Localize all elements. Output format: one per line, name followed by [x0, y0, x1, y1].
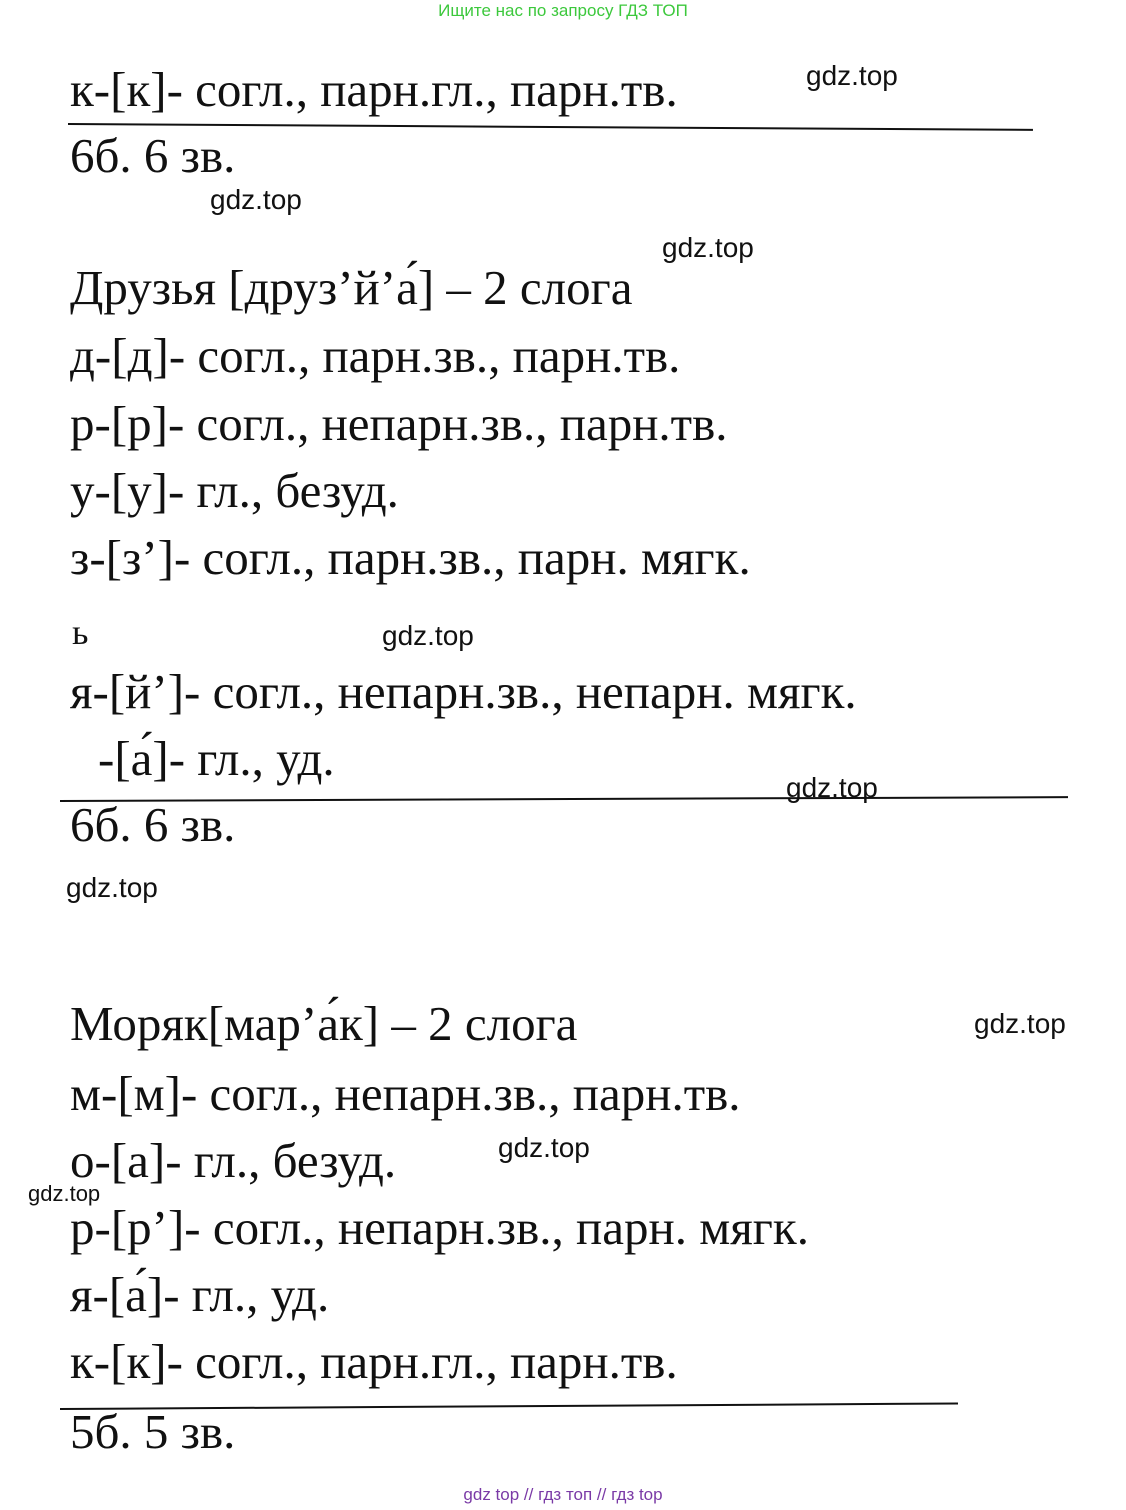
watermark-label: gdz.top: [786, 772, 878, 803]
watermark-label: gdz.top: [28, 1181, 101, 1206]
search-banner: Ищите нас по запросу ГДЗ ТОП: [438, 1, 688, 20]
moryak-header: Моряк[мар’а́к] – 2 слога: [70, 996, 578, 1051]
watermark-label: gdz.top: [210, 184, 302, 215]
moryak-line: к-[к]- согл., парн.гл., парн.тв.: [70, 1334, 678, 1389]
druzya-line: я-[й’]- согл., непарн.зв., непарн. мягк.: [70, 664, 857, 719]
druzya-line: ь: [72, 612, 89, 652]
druzya-line: з-[з’]- согл., парн.зв., парн. мягк.: [70, 530, 751, 585]
moryak-line: я-[а́]- гл., уд.: [70, 1267, 330, 1322]
watermark-label: gdz.top: [662, 232, 754, 263]
watermark-label: gdz.top: [66, 872, 158, 903]
watermark-label: gdz.top: [382, 620, 474, 651]
druzya-line: д-[д]- согл., парн.зв., парн.тв.: [70, 328, 681, 383]
moryak-line: о-[а]- гл., безуд.: [70, 1133, 397, 1188]
intro-line-k: к-[к]- согл., парн.гл., парн.тв.: [70, 62, 678, 117]
moryak-total: 5б. 5 зв.: [70, 1404, 236, 1459]
footer-watermark: gdz top // гдз топ // гдз top: [463, 1485, 663, 1504]
watermark-label: gdz.top: [806, 60, 898, 91]
watermark-label: gdz.top: [974, 1008, 1066, 1039]
intro-total: 6б. 6 зв.: [70, 128, 236, 183]
moryak-line: р-[р’]- согл., непарн.зв., парн. мягк.: [70, 1200, 809, 1255]
druzya-header: Друзья [друз’й’а́] – 2 слога: [70, 260, 633, 315]
druzya-line: -[а́]- гл., уд.: [98, 731, 335, 786]
watermark-label: gdz.top: [498, 1132, 590, 1163]
moryak-line: м-[м]- согл., непарн.зв., парн.тв.: [70, 1066, 741, 1121]
druzya-line: у-[у]- гл., безуд.: [70, 463, 399, 518]
druzya-line: р-[р]- согл., непарн.зв., парн.тв.: [70, 396, 728, 451]
druzya-total: 6б. 6 зв.: [70, 797, 236, 852]
